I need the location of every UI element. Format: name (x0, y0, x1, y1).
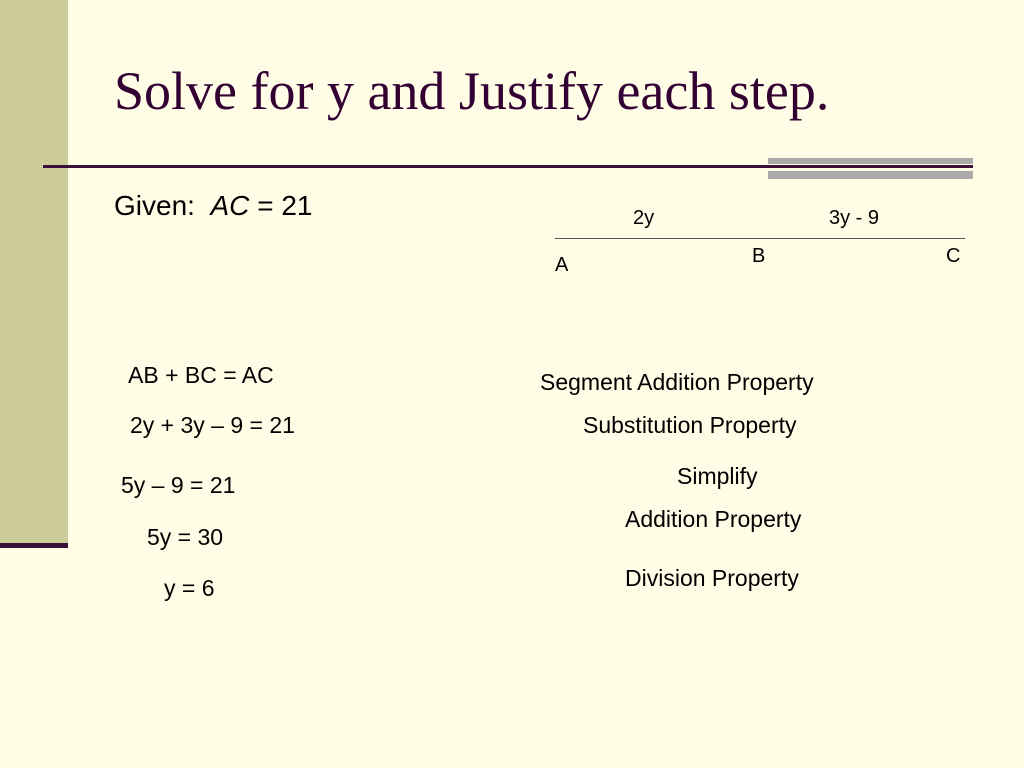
step-1: AB + BC = AC (128, 362, 274, 388)
given-value: = 21 (257, 190, 313, 221)
justification-1: Segment Addition Property (540, 369, 814, 395)
given-label: Given: (114, 190, 195, 221)
title-rule-accent (768, 158, 973, 180)
justification-2: Substitution Property (583, 412, 797, 438)
point-label-c: C (946, 245, 961, 267)
slide-title: Solve for y and Justify each step. (114, 61, 830, 121)
step-5: y = 6 (164, 575, 215, 601)
justification-5: Division Property (625, 565, 799, 591)
step-3: 5y – 9 = 21 (121, 472, 236, 498)
segment-label-ab: 2y (633, 207, 655, 229)
point-label-a: A (555, 254, 569, 276)
given-statement (114, 190, 312, 222)
justification-4: Addition Property (625, 506, 802, 532)
justification-3: Simplify (677, 463, 758, 489)
point-label-b: B (752, 245, 766, 267)
segment-label-bc: 3y - 9 (829, 207, 880, 229)
left-decorative-bar (0, 0, 68, 543)
segment-line (555, 238, 965, 239)
left-bar-accent (0, 543, 68, 548)
step-2: 2y + 3y – 9 = 21 (130, 412, 295, 438)
step-4: 5y = 30 (147, 524, 224, 550)
given-segment: AC (210, 190, 250, 221)
